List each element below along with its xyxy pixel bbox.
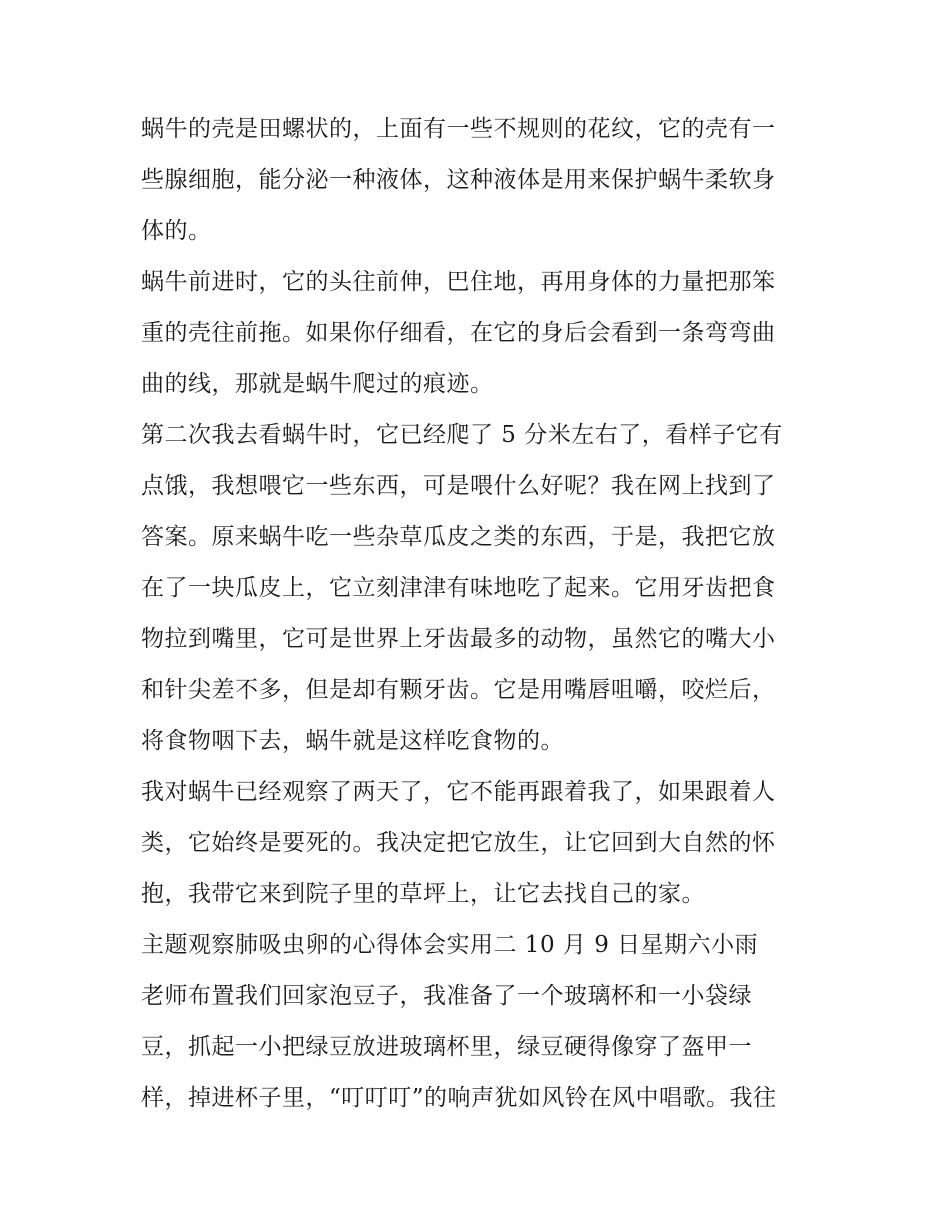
- text-line: 重的壳往前拖。如果你仔细看，在它的身后会看到一条弯弯曲: [141, 320, 776, 346]
- text-line: 我对蜗牛已经观察了两天了，它不能再跟着我了，如果跟着人: [141, 779, 776, 805]
- text-line: 些腺细胞，能分泌一种液体，这种液体是用来保护蜗牛柔软身: [141, 167, 776, 193]
- document-body: [141, 104, 821, 1124]
- text-line: 体的。: [141, 218, 212, 244]
- text-line: 蜗牛前进时，它的头往前伸，巴住地，再用身体的力量把那笨: [141, 269, 776, 295]
- text-line: 蜗牛的壳是田螺状的，上面有一些不规则的花纹，它的壳有一: [141, 116, 776, 142]
- text-line: 点饿，我想喂它一些东西，可是喂什么好呢？我在网上找到了: [141, 473, 776, 499]
- section-heading: 主题观察肺吸虫卵的心得体会实用二 10 月 9 日星期六小雨: [141, 932, 759, 958]
- text-line: 老师布置我们回家泡豆子，我准备了一个玻璃杯和一小袋绿: [141, 983, 752, 1009]
- text-line: 物拉到嘴里，它可是世界上牙齿最多的动物，虽然它的嘴大小: [141, 626, 776, 652]
- text-line: 豆，抓起一小把绿豆放进玻璃杯里，绿豆硬得像穿了盔甲一: [141, 1034, 752, 1060]
- text-line: 曲的线，那就是蜗牛爬过的痕迹。: [141, 371, 494, 397]
- text-line: 在了一块瓜皮上，它立刻津津有味地吃了起来。它用牙齿把食: [141, 575, 776, 601]
- text-line: 答案。原来蜗牛吃一些杂草瓜皮之类的东西，于是，我把它放: [141, 524, 776, 550]
- text-line: 将食物咽下去，蜗牛就是这样吃食物的。: [141, 728, 564, 754]
- text-line: 抱，我带它来到院子里的草坪上，让它去找自己的家。: [141, 881, 705, 907]
- text-line: 类，它始终是要死的。我决定把它放生，让它回到大自然的怀: [141, 830, 776, 856]
- text-line: 第二次我去看蜗牛时，它已经爬了 5 分米左右了，看样子它有: [141, 422, 783, 448]
- text-line: 样，掉进杯子里，“叮叮叮”的响声犹如风铃在风中唱歌。我往: [141, 1085, 777, 1111]
- text-line: 和针尖差不多，但是却有颗牙齿。它是用嘴唇咀嚼，咬烂后，: [141, 677, 776, 703]
